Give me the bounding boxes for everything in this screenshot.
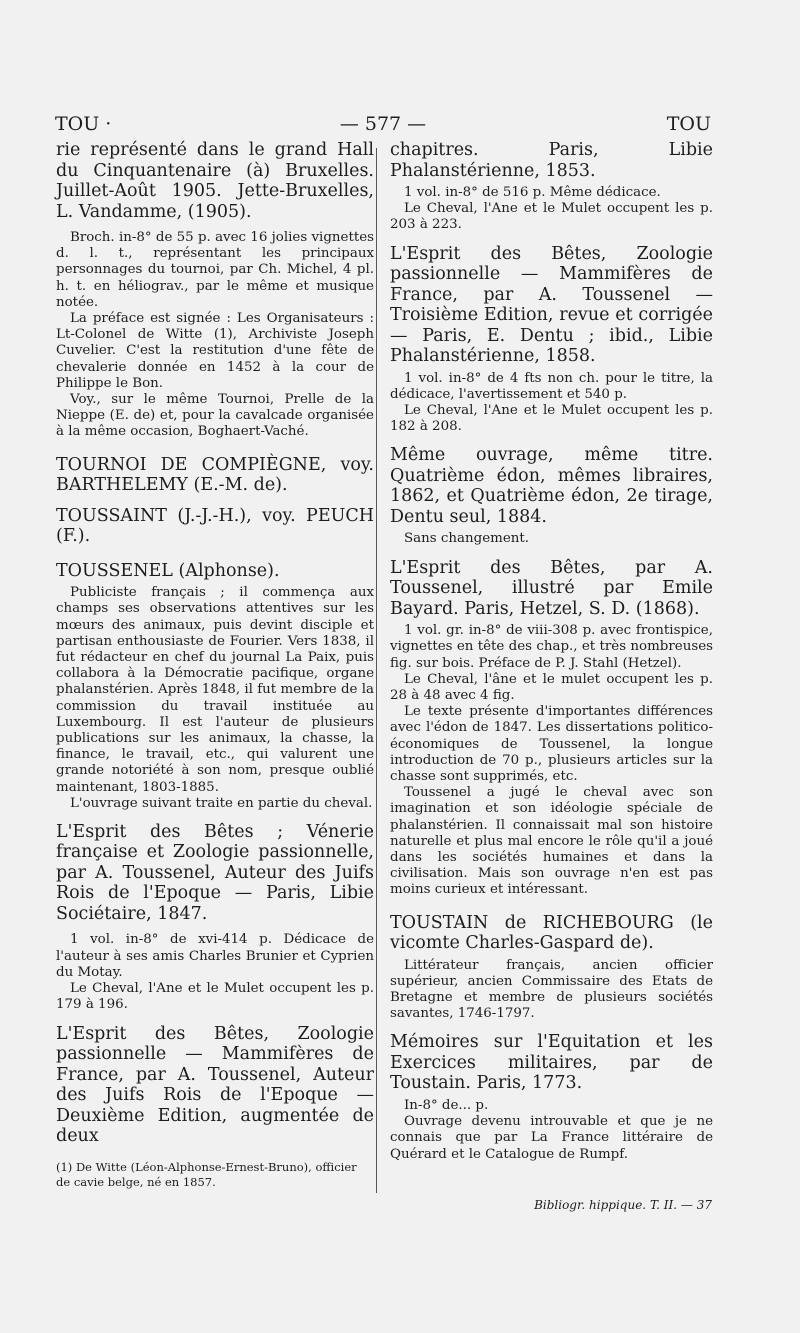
paragraph: In-8° de... p. (404, 1097, 489, 1113)
left-column (56, 140, 374, 1147)
paragraph: L'ouvrage suivant traite en partie du cheval. (70, 795, 373, 811)
paragraph: L'Esprit des Bêtes, par A. Toussenel, illustré par Emile Bayard. Paris, Hetzel, S. D. (1868). (390, 557, 713, 619)
paragraph: Voy., sur le même Tournoi, Prelle de la Nieppe (E. de) et, pour la cavalcade organisée à la même occasion, Boghaert-Vaché. (56, 392, 374, 440)
footnote: (1) De Witte (Léon-Alphonse-Ernest-Bruno), officier de cavie belge, né en 1857. (56, 1160, 357, 1189)
paragraph: Le texte présente d'importantes différences avec l'édon de 1847. Les dissertations politico-économiques de Toussenel, la longue introduction de 70 p., plusieurs articles sur la chasse sont supprimés, etc. (390, 704, 713, 784)
paragraph: Mémoires sur l'Equitation et les Exercices militaires, par de Toustain. Paris, 1773. (390, 1032, 713, 1094)
paragraph: Le Cheval, l'Ane et le Mulet occupent les p. 182 à 208. (390, 403, 713, 435)
paragraph: L'Esprit des Bêtes ; Vénerie française et Zoologie passionnelle, par A. Toussenel, Auteur des Juifs Rois de l'Epoque — Paris, Libie Sociétaire, 1847. (56, 821, 374, 924)
paragraph: Ouvrage devenu introuvable et que je ne connais que par La France littéraire de Quérard et le Catalogue de Rumpf. (390, 1114, 713, 1162)
paragraph: chapitres. Paris, Libie Phalanstérienne, 1853. (390, 140, 713, 181)
paragraph: L'Esprit des Bêtes, Zoologie passionnelle — Mammifères de France, par A. Toussenel, Auteur des Juifs Rois de l'Epoque — Deuxième Edition, augmentée de deux (56, 1023, 374, 1146)
paragraph: Même ouvrage, même titre. Quatrième édon, mêmes libraires, 1862, et Quatrième édon, 2e tirage, Dentu seul, 1884. (390, 445, 713, 527)
entry-heading: TOUSSENEL (Alphonse). (56, 560, 280, 581)
paragraph: Littérateur français, ancien officier supérieur, ancien Commissaire des Etats de Bretagne et membre de plusieurs sociétés savantes, 1746-1797. (390, 957, 713, 1022)
column-divider (376, 148, 377, 1193)
paragraph: L'Esprit des Bêtes, Zoologie passionnelle — Mammifères de France, par A. Toussenel — Troisième Edition, revue et corrigée — Paris, E. Dentu ; ibid., Libie Phalanstérienne, 1858. (390, 243, 713, 367)
paragraph: Le Cheval, l'Ane et le Mulet occupent les p. 179 à 196. (56, 981, 374, 1013)
paragraph: Broch. in-8° de 55 p. avec 16 jolies vignettes d. l. t., représentant les principaux personnages du tournoi, par Ch. Michel, 4 pl. h. t. en héliograv., par le même et musique notée. (56, 230, 374, 310)
signature-line: Bibliogr. hippique. T. II. — 37 (534, 1198, 712, 1212)
entry-heading: TOUSSAINT (J.-J.-H.), voy. PEUCH (F.). (56, 505, 374, 547)
page-number: — 577 — (339, 113, 427, 135)
paragraph: rie représenté dans le grand Hall du Cinquantenaire (à) Bruxelles. Juillet-Août 1905. Jette-Bruxelles, L. Vandamme, (1905). (56, 140, 374, 222)
right-column (390, 140, 713, 1163)
paragraph: 1 vol. gr. in-8° de viii-308 p. avec frontispice, vignettes en tête des chap., et très nombreuses fig. sur bois. Préface de P. J. Stahl (Hetzel). (390, 623, 713, 671)
header-right: TOU (666, 113, 711, 135)
paragraph: La préface est signée : Les Organisateurs : Lt-Colonel de Witte (1), Archiviste Joseph Cuvelier. C'est la restitution d'une fête de chevalerie donnée en 1452 à la cour de Philippe le Bon. (56, 311, 374, 391)
paragraph: Toussenel a jugé le cheval avec son imagination et son idéologie spéciale de phalanstérien. Il connaissait mal son histoire naturelle et plus mal encore le rôle qu'il a joué dans les sociétés humaines et dans la civilisation. Mais son ouvrage n'en est pas moins curieux et intéressant. (390, 785, 713, 898)
entry-heading: TOUSTAIN de RICHEBOURG (le vicomte Charles-Gaspard de). (390, 912, 713, 954)
paragraph: 1 vol. in-8° de 4 fts non ch. pour le titre, la dédicace, l'avertissement et 540 p. (390, 370, 713, 402)
paragraph: 1 vol. in-8° de 516 p. Même dédicace. (404, 185, 661, 200)
entry-heading: TOURNOI DE COMPIÈGNE, voy. BARTHELEMY (E.-M. de). (56, 454, 374, 496)
paragraph: Publiciste français ; il commença aux champs ses observations attentives sur les mœurs des animaux, puis devint disciple et partisan enthousiaste de Fourier. Vers 1838, il fut rédacteur en chef du journal La Paix, puis collabora à la Démocratie pacifique, organe phalanstérien. Après 1848, il fut membre de la commission du travail instituée au Luxembourg. Il est l'auteur de plusieurs publications sur les animaux, la chasse, la finance, le travail, etc., qui valurent une grande notoriété à son nom, presque oublié maintenant, 1803-1885. (56, 585, 374, 795)
paragraph: Le Cheval, l'Ane et le Mulet occupent les p. 203 à 223. (390, 201, 713, 233)
paragraph: Sans changement. (404, 531, 530, 547)
paragraph: 1 vol. in-8° de xvi-414 p. Dédicace de l'auteur à ses amis Charles Brunier et Cyprien du Motay. (56, 932, 374, 980)
header-left: TOU · (55, 113, 112, 135)
paragraph: Le Cheval, l'âne et le mulet occupent les p. 28 à 48 avec 4 fig. (390, 671, 713, 703)
